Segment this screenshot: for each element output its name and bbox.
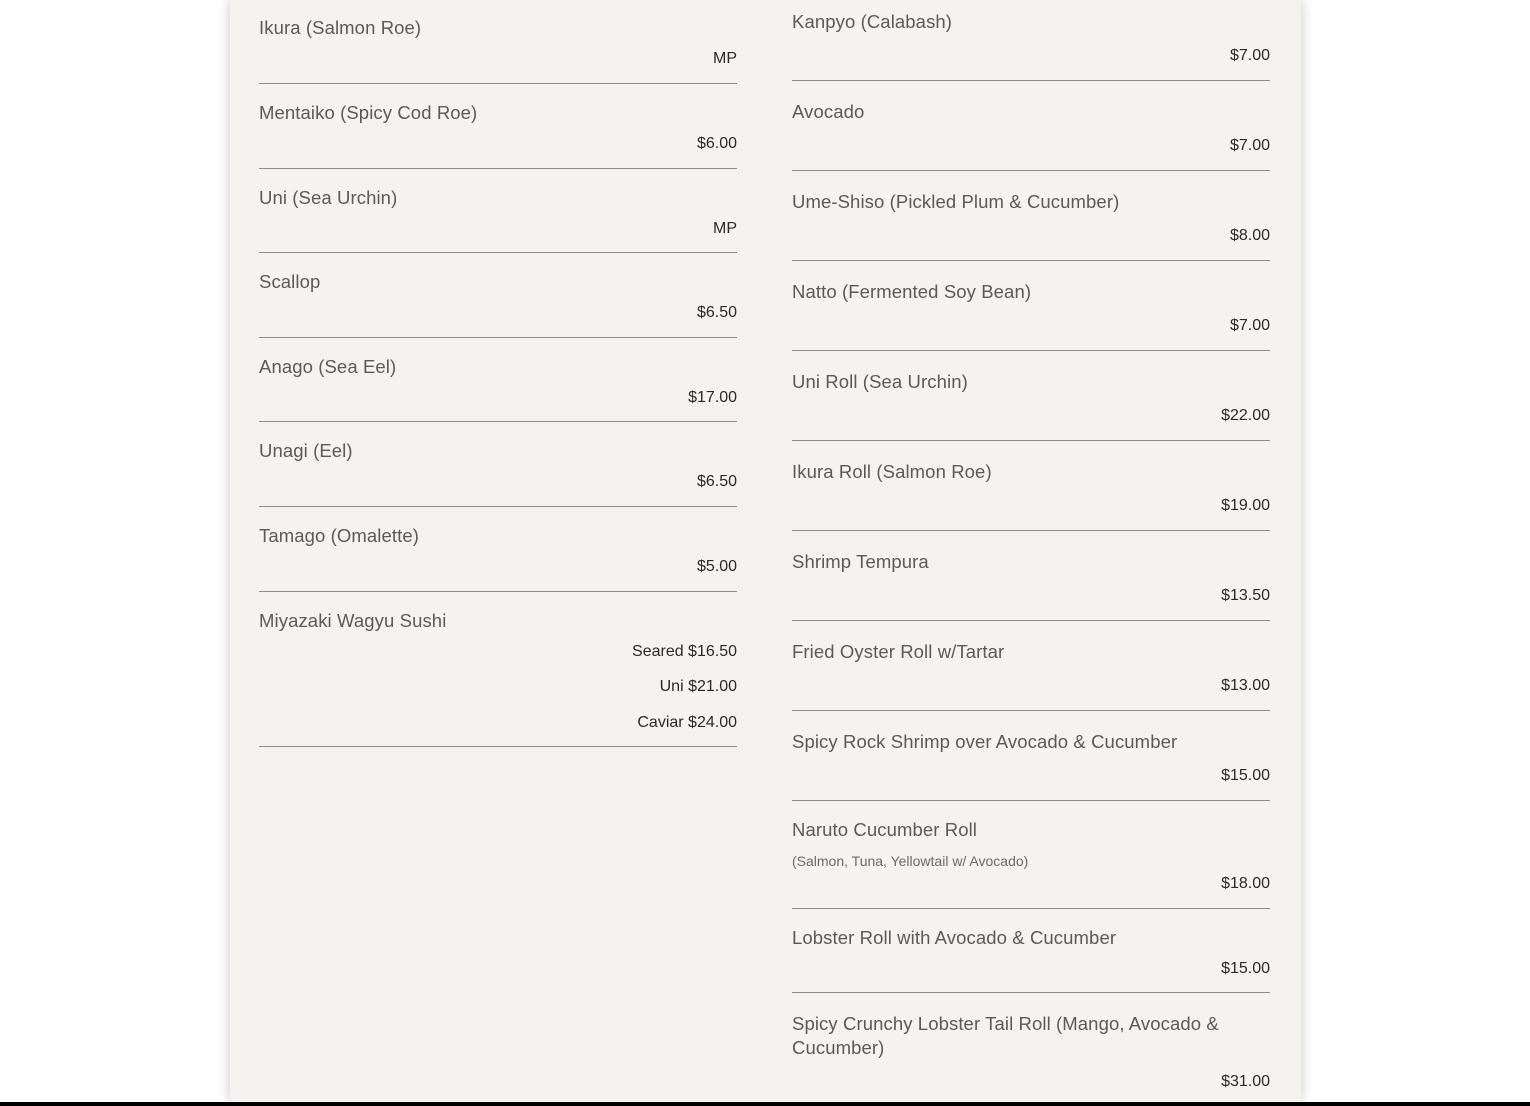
menu-item-price: $15.00	[1221, 960, 1270, 977]
menu-item-price: $13.50	[1221, 587, 1270, 604]
menu-item-tamago-omalette	[259, 507, 737, 592]
menu-item-name: Uni (Sea Urchin)	[259, 187, 398, 208]
menu-item-price: $18.00	[1221, 875, 1270, 892]
menu-item-shrimp-tempura	[792, 531, 1270, 621]
menu-item-name: Ikura (Salmon Roe)	[259, 17, 422, 38]
menu-item-price: $31.00	[1221, 1073, 1270, 1090]
menu-item-name: Natto (Fermented Soy Bean)	[792, 281, 1032, 302]
menu-item-price: MP	[713, 50, 737, 67]
menu-item-price: $7.00	[1229, 317, 1270, 334]
menu-item-name: Miyazaki Wagyu Sushi	[259, 610, 447, 631]
menu-item-name: Avocado	[792, 101, 865, 122]
menu-item-miyazaki-wagyu-sushi	[259, 592, 737, 747]
menu-item-name: Ume-Shiso (Pickled Plum & Cucumber)	[792, 191, 1120, 212]
menu-item-price: $22.00	[1221, 407, 1270, 424]
menu-item-price: $7.00	[1229, 47, 1270, 64]
menu-item-fried-oyster-roll-w-tartar	[792, 621, 1270, 711]
bottom-edge	[0, 1102, 1530, 1106]
menu-item-name: Unagi (Eel)	[259, 440, 353, 461]
menu-item-mentaiko-spicy-cod-roe	[259, 84, 737, 169]
menu-item-avocado	[792, 81, 1270, 171]
menu-item-price: $8.00	[1229, 227, 1270, 244]
menu-item-name: Lobster Roll with Avocado & Cucumber	[792, 927, 1117, 948]
menu-item-price: Caviar $24.00	[637, 714, 737, 731]
menu-item-price: MP	[713, 220, 737, 237]
menu-item-name: Tamago (Omalette)	[259, 525, 420, 546]
menu-item-price: $15.00	[1221, 767, 1270, 784]
menu-item-ume-shiso-pickled-plum-cucumber	[792, 171, 1270, 261]
menu-item-price: $17.00	[688, 389, 737, 406]
menu-item-uni-roll-sea-urchin	[792, 351, 1270, 441]
menu-item-uni-sea-urchin	[259, 169, 737, 253]
menu-item-price: $7.00	[1229, 137, 1270, 154]
menu-item-naruto-cucumber-roll	[792, 801, 1270, 909]
menu-item-spicy-rock-shrimp-over-avocado-cucumber	[792, 711, 1270, 801]
menu-item-name: Uni Roll (Sea Urchin)	[792, 371, 968, 392]
menu-page	[230, 0, 1301, 1102]
menu-item-note: (Salmon, Tuna, Yellowtail w/ Avocado)	[792, 853, 1029, 869]
menu-item-name: Mentaiko (Spicy Cod Roe)	[259, 102, 478, 123]
menu-item-name: Kanpyo (Calabash)	[792, 11, 953, 32]
menu-item-name: Shrimp Tempura	[792, 551, 929, 572]
menu-item-price: $5.00	[696, 558, 737, 575]
menu-item-price: $6.50	[696, 473, 737, 490]
menu-item-name: Ikura Roll (Salmon Roe)	[792, 461, 992, 482]
menu-item-kanpyo-calabash	[792, 0, 1270, 81]
menu-item-price: Seared $16.50	[632, 643, 737, 660]
menu-item-price: $6.50	[696, 304, 737, 321]
menu-item-natto-fermented-soy-bean	[792, 261, 1270, 351]
menu-item-name: Spicy Crunchy Lobster Tail Roll (Mango, Avocado & Cucumber)	[792, 1013, 1219, 1058]
menu-item-name: Naruto Cucumber Roll	[792, 819, 978, 840]
menu-item-name: Fried Oyster Roll w/Tartar	[792, 641, 1005, 662]
menu-item-price: $6.00	[696, 135, 737, 152]
menu-item-name: Spicy Rock Shrimp over Avocado & Cucumber	[792, 731, 1178, 752]
menu-item-ikura-salmon-roe	[259, 0, 737, 84]
menu-item-price: $19.00	[1221, 497, 1270, 514]
menu-item-name: Scallop	[259, 271, 321, 292]
menu-item-price: $13.00	[1221, 677, 1270, 694]
menu-item-price: Uni $21.00	[659, 678, 737, 695]
menu-item-spicy-crunchy-lobster-tail-roll-mango-avocado-cucumber	[792, 993, 1270, 1102]
menu-item-lobster-roll-with-avocado-cucumber	[792, 909, 1270, 993]
menu-item-unagi-eel	[259, 422, 737, 507]
menu-item-ikura-roll-salmon-roe	[792, 441, 1270, 531]
menu-item-name: Anago (Sea Eel)	[259, 356, 397, 377]
menu-item-anago-sea-eel	[259, 338, 737, 422]
menu-item-scallop	[259, 253, 737, 338]
